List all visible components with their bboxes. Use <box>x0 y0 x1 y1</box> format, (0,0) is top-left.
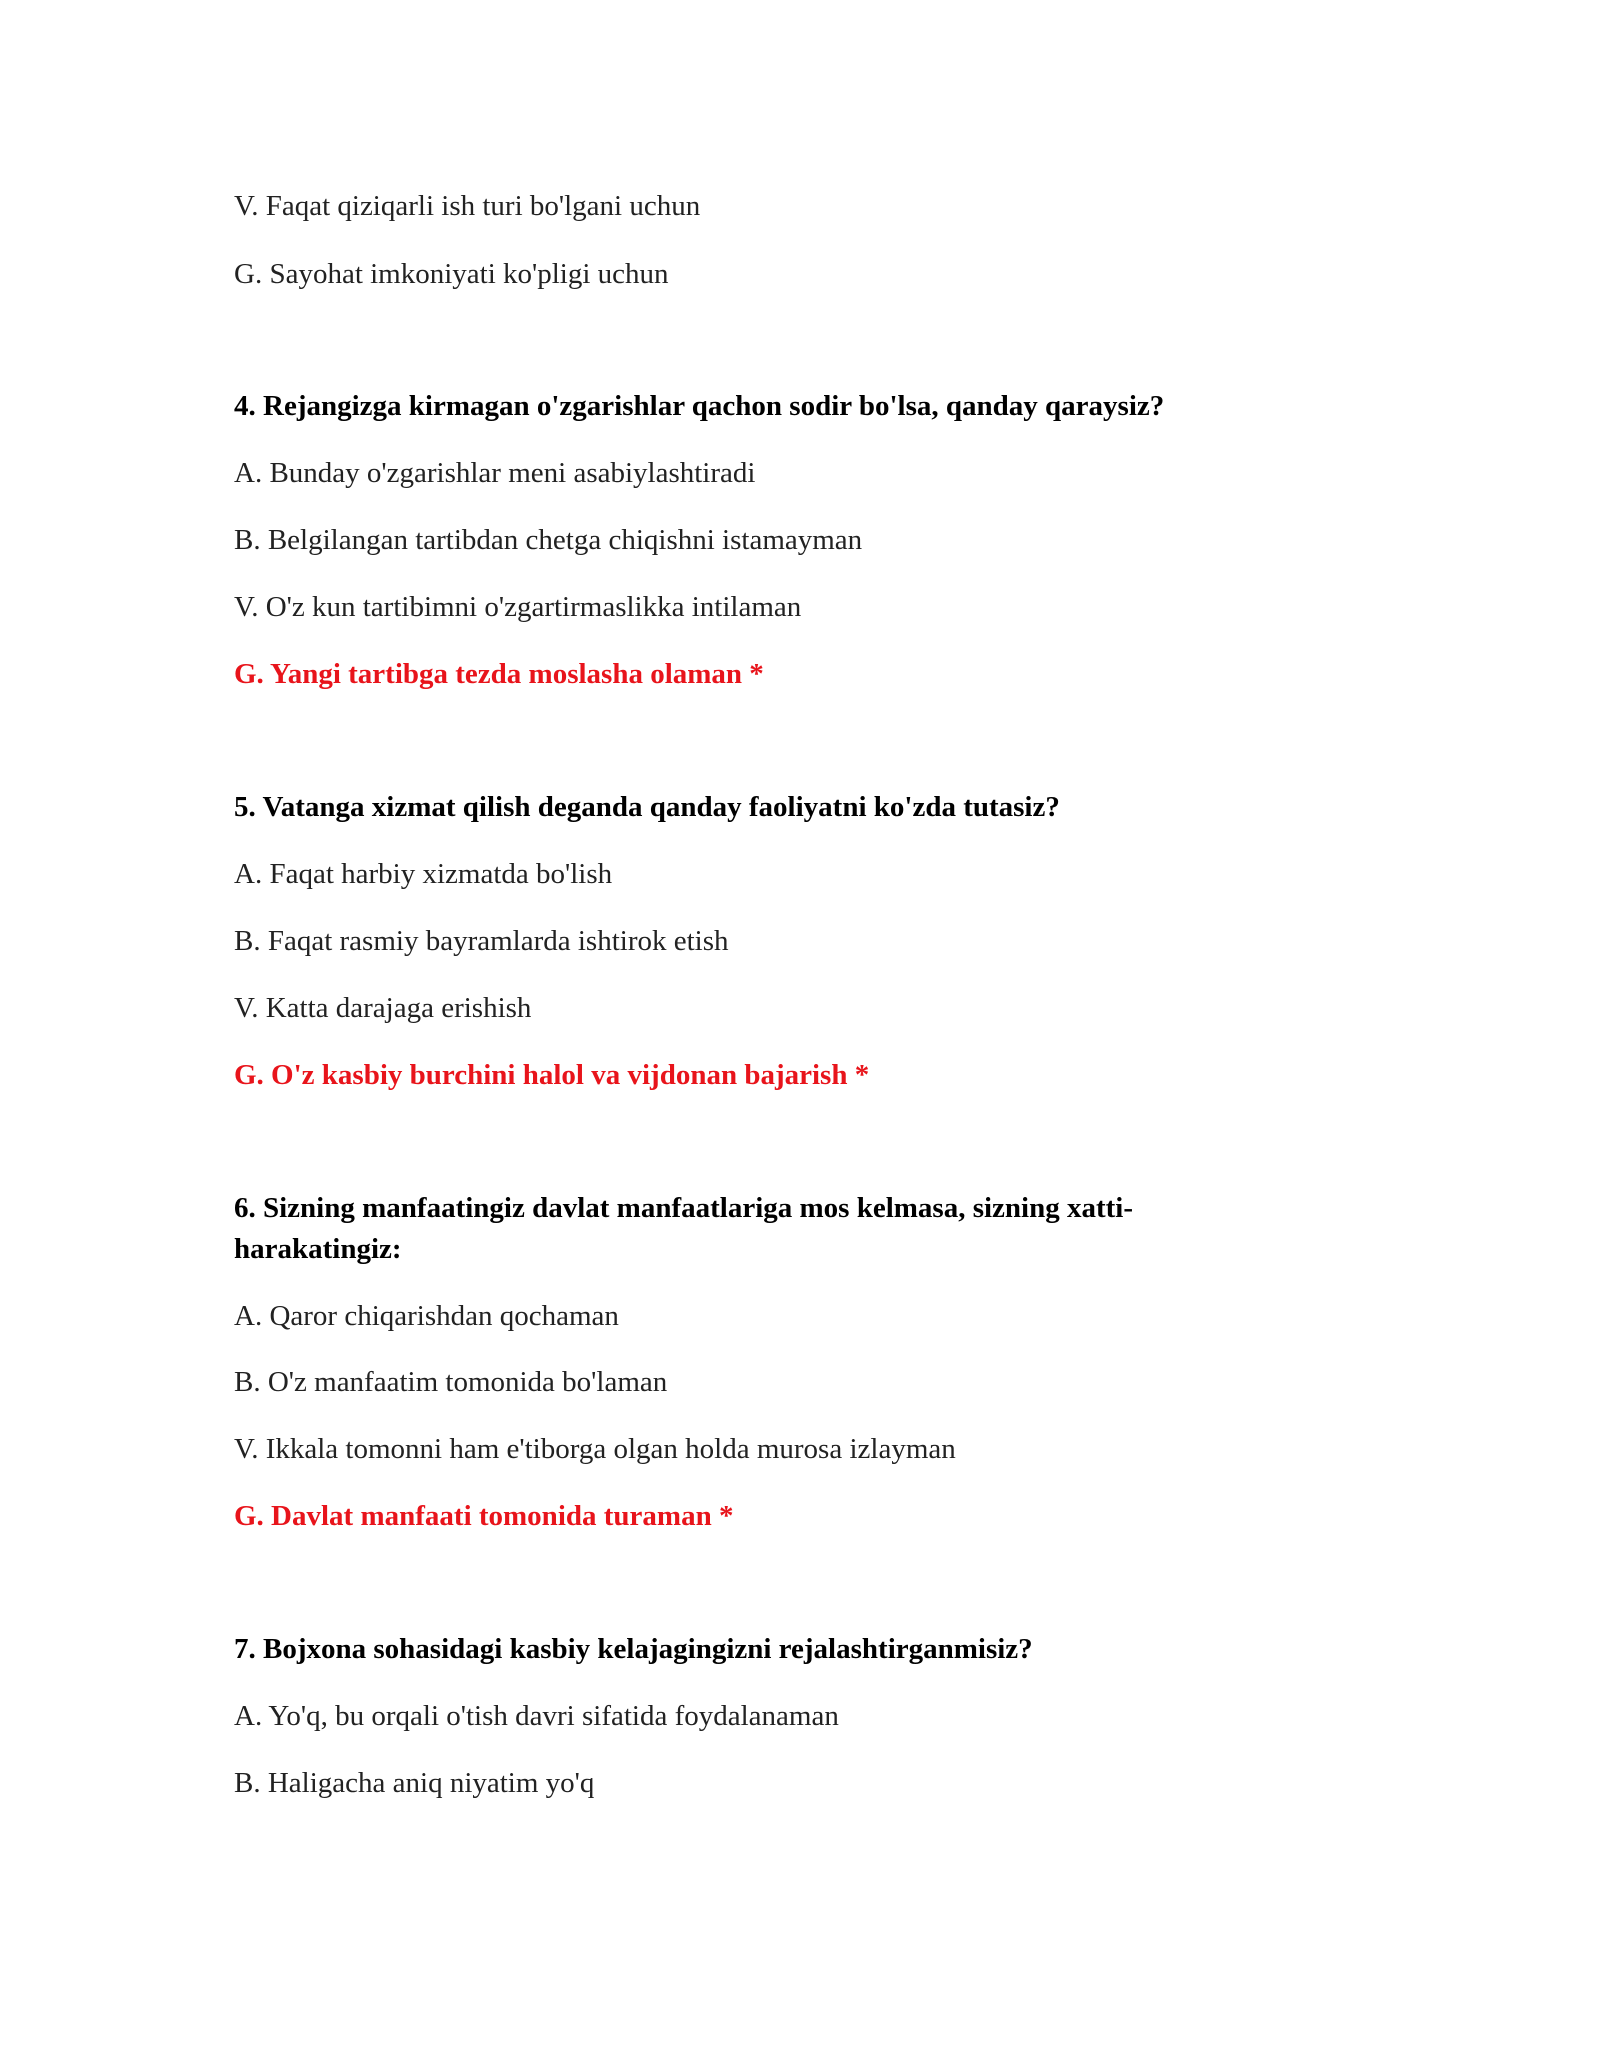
q4-question: 4. Rejangizga kirmagan o'zgarishlar qachon sodir bo'lsa, qanday qaraysiz? <box>234 390 1165 422</box>
q6-option-b: B. O'z manfaatim tomonida bo'laman <box>234 1366 668 1398</box>
q6-question-line1: 6. Sizning manfaatingiz davlat manfaatlariga mos kelmasa, sizning xatti- <box>234 1192 1134 1224</box>
q7-question: 7. Bojxona sohasidagi kasbiy kelajagingizni rejalashtirganmisiz? <box>234 1633 1033 1665</box>
q4-option-a: A. Bunday o'zgarishlar meni asabiylashtiradi <box>234 457 756 489</box>
q4-option-g-correct: G. Yangi tartibga tezda moslasha olaman * <box>234 658 764 690</box>
q6-option-a: A. Qaror chiqarishdan qochaman <box>234 1300 619 1332</box>
q6-option-v: V. Ikkala tomonni ham e'tiborga olgan holda murosa izlayman <box>234 1433 956 1465</box>
q5-question: 5. Vatanga xizmat qilish deganda qanday faoliyatni ko'zda tutasiz? <box>234 791 1060 823</box>
q6-question-line2: harakatingiz: <box>234 1233 402 1265</box>
q7-option-a: A. Yo'q, bu orqali o'tish davri sifatida foydalanaman <box>234 1700 839 1732</box>
q5-option-b: B. Faqat rasmiy bayramlarda ishtirok etish <box>234 925 729 957</box>
q4-option-v: V. O'z kun tartibimni o'zgartirmaslikka intilaman <box>234 591 802 623</box>
q4-option-b: B. Belgilangan tartibdan chetga chiqishni istamayman <box>234 524 863 556</box>
q5-option-g-correct: G. O'z kasbiy burchini halol va vijdonan bajarish * <box>234 1059 870 1091</box>
q6-option-g-correct: G. Davlat manfaati tomonida turaman * <box>234 1500 734 1532</box>
q3-option-v: V. Faqat qiziqarli ish turi bo'lgani uchun <box>234 190 701 222</box>
q7-option-b: B. Haligacha aniq niyatim yo'q <box>234 1767 595 1799</box>
q3-option-g: G. Sayohat imkoniyati ko'pligi uchun <box>234 258 669 290</box>
q5-option-v: V. Katta darajaga erishish <box>234 992 532 1024</box>
q5-option-a: A. Faqat harbiy xizmatda bo'lish <box>234 858 613 890</box>
